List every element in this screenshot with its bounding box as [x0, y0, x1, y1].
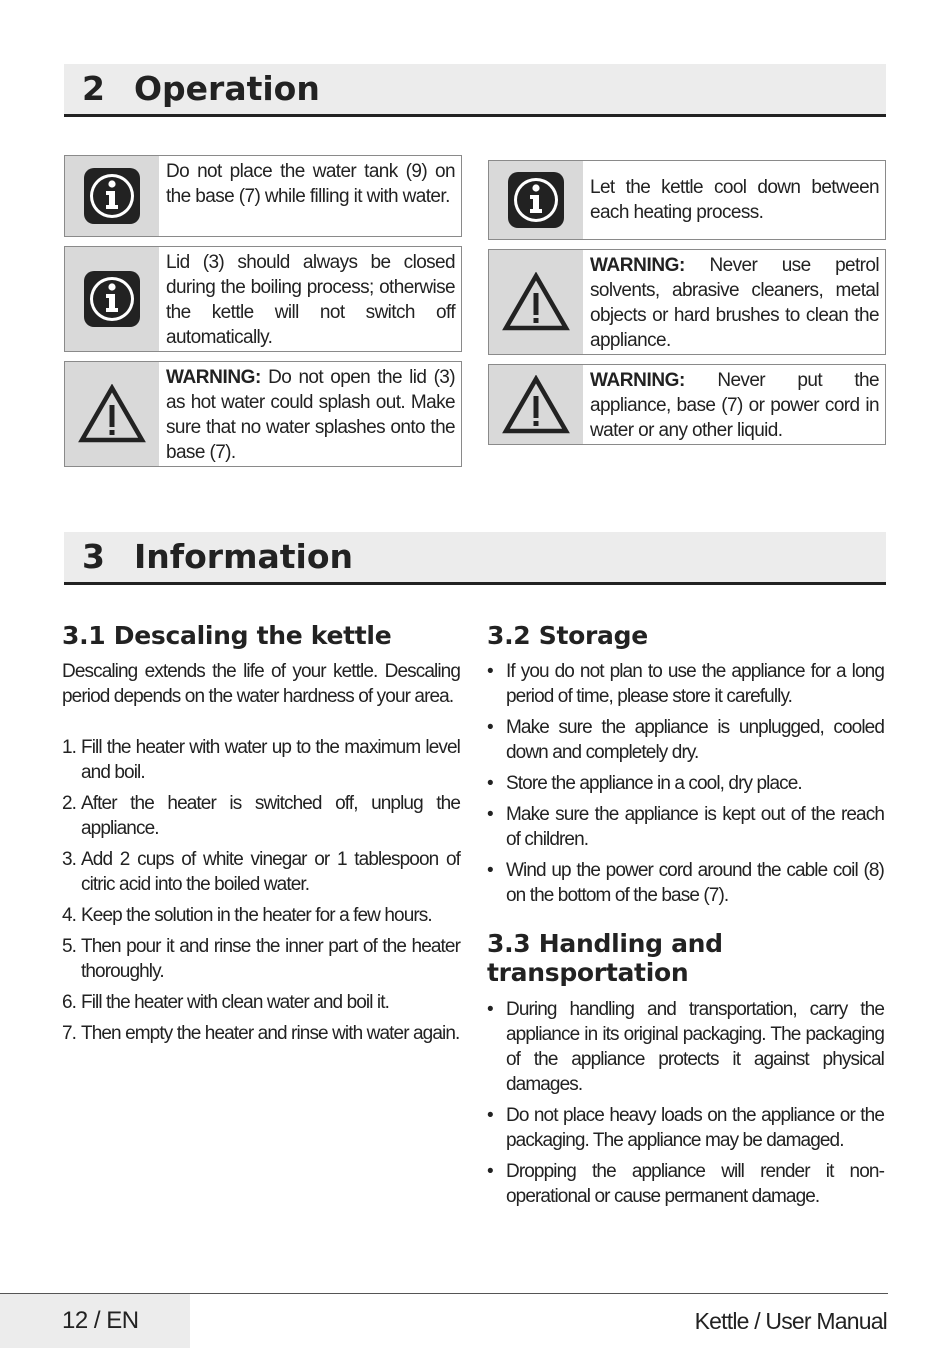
bullet: • [487, 1161, 493, 1182]
list-item [62, 791, 460, 841]
list-item [62, 735, 460, 785]
step-text: Then pour it and rinse the inner part of the heater thoroughly. [81, 936, 460, 982]
bullet: • [487, 1105, 493, 1126]
storage-list [487, 659, 884, 914]
notice-text: Do not place the water tank (9) on the base (7) while filling it with water. [166, 161, 455, 207]
warning-text-container [583, 365, 885, 444]
section-title: Information [134, 537, 353, 576]
handling-heading-line2: transportation [487, 958, 689, 987]
warning-label: WARNING: [166, 367, 261, 388]
list-item [62, 990, 460, 1015]
document-title: Kettle / User Manual [694, 1308, 887, 1334]
warning-icon [489, 365, 583, 444]
item-text: Do not place heavy loads on the appliance or the packaging. The appliance may be damaged. [506, 1105, 884, 1151]
warning-icon [65, 362, 159, 466]
section-number: 3 [82, 537, 105, 576]
step-number: 2. [62, 793, 77, 814]
warning-box [488, 249, 886, 355]
item-text: Store the appliance in a cool, dry place. [506, 773, 802, 794]
storage-heading: 3.2 Storage [487, 621, 648, 650]
item-text: Wind up the power cord around the cable coil (8) on the bottom of the base (7). [506, 860, 884, 906]
handling-heading [487, 929, 723, 987]
list-item [487, 997, 884, 1097]
section-2-header [64, 64, 886, 117]
item-text: If you do not plan to use the appliance for a long period of time, please store it carefully. [506, 661, 884, 707]
descaling-steps [62, 735, 460, 1052]
notice-text: Lid (3) should always be closed during the boiling process; otherwise the kettle will not switch off automatically. [166, 252, 455, 348]
bullet: • [487, 661, 493, 682]
list-item [487, 858, 884, 908]
list-item [487, 715, 884, 765]
list-item [487, 771, 884, 796]
page-number: 12 / EN [62, 1307, 139, 1334]
step-number: 3. [62, 849, 77, 870]
step-number: 1. [62, 737, 77, 758]
warning-text-container [583, 250, 885, 354]
warning-box [64, 361, 462, 467]
section-number: 2 [82, 69, 105, 108]
info-icon [489, 161, 583, 239]
handling-heading-line1: 3.3 Handling and [487, 929, 723, 958]
bullet: • [487, 999, 493, 1020]
list-item [62, 903, 460, 928]
item-text: Make sure the appliance is unplugged, cooled down and completely dry. [506, 717, 884, 763]
notice-box [488, 160, 886, 240]
bullet: • [487, 804, 493, 825]
warning-label: WARNING: [590, 255, 685, 276]
item-text: Make sure the appliance is kept out of the reach of children. [506, 804, 884, 850]
list-item [487, 1103, 884, 1153]
warning-box [488, 364, 886, 445]
step-number: 6. [62, 992, 77, 1013]
warning-text: Never use petrol solvents, abrasive cleaners, metal objects or hard brushes to clean the appliance. [590, 255, 879, 351]
item-text: Dropping the appliance will render it non-operational or cause permanent damage. [506, 1161, 884, 1207]
step-number: 7. [62, 1023, 77, 1044]
bullet: • [487, 860, 493, 881]
step-number: 5. [62, 936, 77, 957]
handling-list [487, 997, 884, 1215]
descaling-intro: Descaling extends the life of your kettle. Descaling period depends on the water hardness of your area. [62, 661, 460, 707]
step-text: Fill the heater with clean water and boil it. [81, 992, 390, 1013]
notice-box [64, 155, 462, 237]
bullet: • [487, 773, 493, 794]
section-3-header [64, 532, 886, 585]
descaling-heading: 3.1 Descaling the kettle [62, 621, 392, 650]
step-number: 4. [62, 905, 77, 926]
item-text: During handling and transportation, carry the appliance in its original packaging. The packaging of the appliance protects it against physical damages. [506, 999, 884, 1095]
step-text: After the heater is switched off, unplug the appliance. [81, 793, 460, 839]
list-item [487, 802, 884, 852]
info-icon [65, 156, 159, 236]
step-text: Then empty the heater and rinse with water again. [81, 1023, 460, 1044]
bullet: • [487, 717, 493, 738]
step-text: Add 2 cups of white vinegar or 1 tablespoon of citric acid into the boiled water. [81, 849, 460, 895]
section-title: Operation [134, 69, 320, 108]
warning-text-container [159, 362, 461, 466]
list-item [62, 1021, 460, 1046]
step-text: Keep the solution in the heater for a few hours. [81, 905, 432, 926]
notice-text: Let the kettle cool down between each heating process. [590, 177, 879, 223]
warning-text: Do not open the lid (3) as hot water could splash out. Make sure that no water splashes onto the base (7). [166, 367, 455, 463]
list-item [487, 1159, 884, 1209]
list-item [62, 934, 460, 984]
warning-icon [489, 250, 583, 354]
info-icon [65, 247, 159, 351]
warning-text: Never put the appliance, base (7) or power cord in water or any other liquid. [590, 370, 879, 441]
list-item [62, 847, 460, 897]
list-item [487, 659, 884, 709]
warning-label: WARNING: [590, 370, 685, 391]
step-text: Fill the heater with water up to the maximum level and boil. [81, 737, 460, 783]
notice-box [64, 246, 462, 352]
